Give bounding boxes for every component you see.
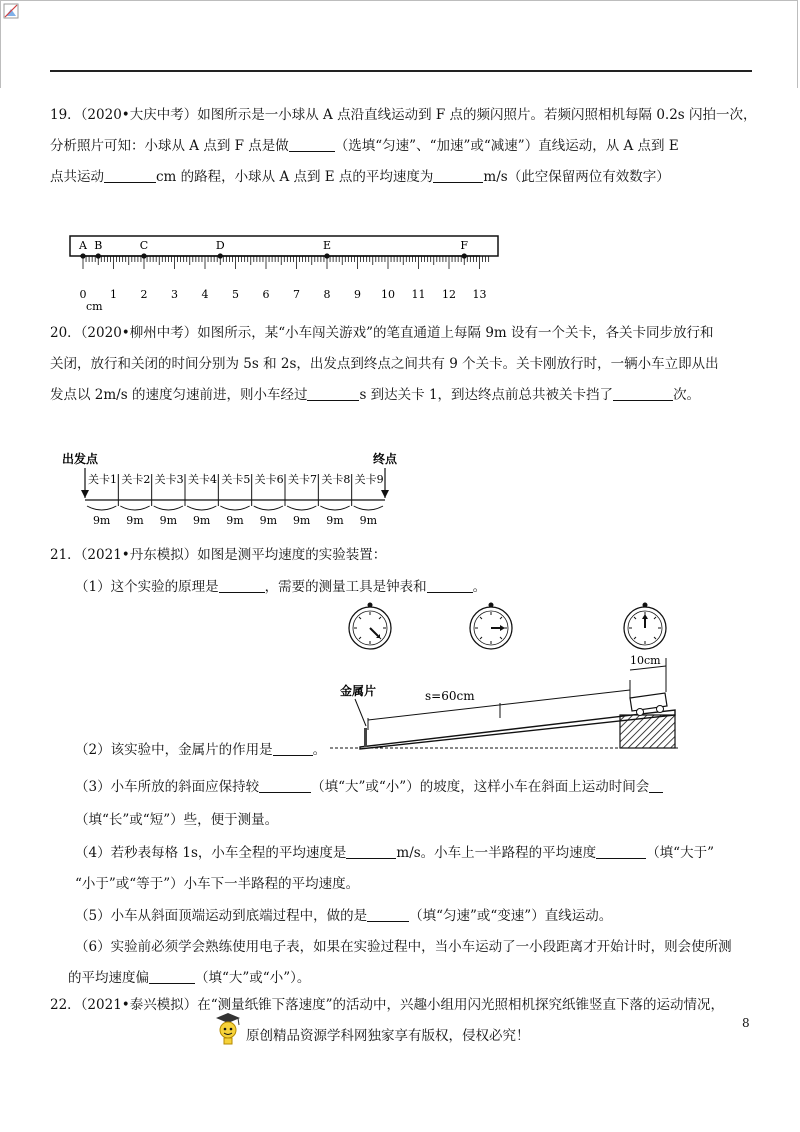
segment-label: 9m bbox=[359, 514, 378, 527]
ball-dot bbox=[80, 253, 85, 258]
ball-position-label: C bbox=[139, 239, 149, 252]
copyright-footer bbox=[210, 1008, 590, 1052]
answer-blank[interactable] bbox=[433, 168, 483, 183]
segment-label: 9m bbox=[126, 514, 144, 527]
ball-position-label: B bbox=[94, 239, 103, 252]
segment-brace bbox=[87, 506, 116, 510]
copyright-text: 原创精品资源学科网独家享有版权，侵权必究！ bbox=[246, 1028, 530, 1044]
q21-text: 的平均速度偏 bbox=[68, 970, 149, 986]
q21-part-4 bbox=[75, 838, 785, 869]
question-19 bbox=[50, 100, 760, 193]
gate-label: 关卡6 bbox=[254, 473, 284, 486]
ruler-tick-label: 1 bbox=[110, 288, 117, 301]
q21-text: （填“大于” bbox=[646, 845, 714, 861]
metal-plate-label: 金属片 bbox=[340, 684, 377, 698]
segment-label: 9m bbox=[226, 514, 244, 527]
gate-label: 关卡9 bbox=[354, 473, 384, 486]
segment-brace bbox=[120, 506, 149, 510]
ruler-figure bbox=[60, 228, 510, 312]
ball-position-label: E bbox=[322, 239, 332, 252]
answer-blank[interactable] bbox=[149, 969, 195, 984]
ball-dot bbox=[462, 253, 467, 258]
segment-brace bbox=[320, 506, 349, 510]
q20-text: 次。 bbox=[673, 387, 701, 403]
answer-blank[interactable] bbox=[346, 844, 396, 859]
q20-line-1: 20．（2020•柳州中考）如图所示，某“小车闯关游戏”的笔直通道上每隔 9m 设有一个关卡，各关卡同步放行和 bbox=[50, 325, 714, 341]
segment-brace bbox=[154, 506, 183, 510]
q21-text: （3）小车所放的斜面应保持较 bbox=[75, 779, 260, 795]
q21-text: ，需要的测量工具是钟表和 bbox=[264, 579, 427, 595]
q19-text: m/s（此空保留两位有效数字） bbox=[483, 169, 670, 185]
q19-line-3 bbox=[50, 162, 760, 193]
q21-text: （填“匀速”或“变速”）直线运动。 bbox=[409, 908, 613, 924]
answer-blank[interactable] bbox=[289, 137, 335, 152]
header-rule bbox=[50, 70, 752, 72]
ruler-tick-label: 7 bbox=[293, 288, 300, 301]
answer-blank[interactable] bbox=[649, 778, 663, 793]
segment-label: 9m bbox=[159, 514, 178, 527]
answer-blank[interactable] bbox=[219, 578, 265, 593]
ruler-tick-label: 11 bbox=[411, 288, 426, 301]
ball-dot bbox=[324, 253, 329, 258]
ball-position-label: F bbox=[460, 239, 469, 252]
ruler-tick-label: 9 bbox=[354, 288, 361, 301]
segment-label: 9m bbox=[292, 514, 311, 527]
ruler-tick-labels bbox=[80, 288, 487, 301]
end-arrow-icon bbox=[381, 490, 389, 498]
ruler-tick-label: 10 bbox=[381, 288, 395, 301]
gate-label: 关卡1 bbox=[88, 473, 117, 486]
ruler-tick-label: 6 bbox=[262, 288, 270, 301]
q21-text: （4）若秒表每格 1s，小车全程的平均速度是 bbox=[75, 845, 347, 861]
ruler-tick-label: 8 bbox=[323, 288, 331, 301]
segment-label: 9m bbox=[192, 514, 211, 527]
question-20 bbox=[50, 318, 760, 411]
end-label: 终点 bbox=[373, 452, 398, 466]
answer-blank[interactable] bbox=[273, 741, 313, 756]
start-arrow-icon bbox=[81, 490, 89, 498]
ruler-unit: cm bbox=[86, 300, 103, 312]
gate-label: 关卡3 bbox=[154, 473, 184, 486]
segment-brace bbox=[287, 506, 316, 510]
q21-part-4-cont: “小于”或“等于”）小车下一半路程的平均速度。 bbox=[75, 876, 360, 892]
answer-blank[interactable] bbox=[104, 168, 156, 183]
start-label: 出发点 bbox=[62, 452, 99, 466]
ruler-tick-label: 2 bbox=[140, 288, 148, 301]
answer-blank[interactable] bbox=[259, 778, 311, 793]
q21-part-3-cont: （填“长”或“短”）些，便于测量。 bbox=[75, 812, 279, 828]
answer-blank[interactable] bbox=[613, 386, 673, 401]
q20-line-3 bbox=[50, 380, 760, 411]
car-length-label: 10cm bbox=[630, 654, 661, 667]
q21-part-2 bbox=[75, 735, 785, 766]
q19-text: cm 的路程，小球从 A 点到 E 点的平均速度为 bbox=[156, 169, 434, 185]
gate-label: 关卡4 bbox=[188, 473, 217, 486]
q19-line-1: 19．（2020•大庆中考）如图所示是一小球从 A 点沿直线运动到 F 点的频闪照片。若频闪照相机每隔 0.2s 闪拍一次， bbox=[50, 107, 757, 123]
gate-label: 关卡7 bbox=[288, 473, 317, 486]
page-number: 8 bbox=[742, 1016, 750, 1030]
ruler-tick-label: 4 bbox=[201, 288, 209, 301]
gate-label: 关卡5 bbox=[221, 473, 251, 486]
q21-text: （填“大”或“小”）的坡度，这样小车在斜面上运动时间会 bbox=[311, 779, 650, 795]
q20-text: 发点以 2m/s 的速度匀速前进，则小车经过 bbox=[50, 387, 308, 403]
segment-brace bbox=[354, 506, 383, 510]
stopwatch-start-icon bbox=[349, 603, 391, 650]
q21-part-6: （6）实验前必须学会熟练使用电子表，如果在实验过程中，当小车运动了一小段距离才开始计时，则会使所测 bbox=[75, 939, 732, 955]
answer-blank[interactable] bbox=[307, 386, 359, 401]
q21-part-1 bbox=[75, 572, 785, 603]
ball-dot bbox=[218, 253, 223, 258]
segment-brace bbox=[187, 506, 216, 510]
ruler-tick-label: 3 bbox=[171, 288, 178, 301]
q21-text: m/s。小车上一半路程的平均速度 bbox=[396, 845, 597, 861]
ball-dot bbox=[141, 253, 146, 258]
question-21-title: 21．（2021•丹东模拟）如图是测平均速度的实验装置： bbox=[50, 547, 387, 563]
q19-text: 点共运动 bbox=[50, 169, 104, 185]
q19-text: 分析照片可知：小球从 A 点到 F 点是做 bbox=[50, 138, 289, 154]
q21-part-3 bbox=[75, 772, 785, 803]
distance-arrow-line bbox=[368, 690, 630, 720]
q19-text: （选填“匀速”、“加速”或“减速”）直线运动，从 A 点到 E bbox=[334, 138, 679, 154]
q19-line-2 bbox=[50, 131, 760, 162]
car-icon bbox=[630, 693, 667, 716]
ruler-tick-label: 0 bbox=[79, 288, 87, 301]
ball-position-label: A bbox=[79, 239, 87, 252]
header-frame bbox=[0, 0, 798, 88]
answer-blank[interactable] bbox=[596, 844, 646, 859]
q21-text: （5）小车从斜面顶端运动到底端过程中，做的是 bbox=[75, 908, 368, 924]
ruler-tick-label: 12 bbox=[442, 288, 456, 301]
ball-position-label: D bbox=[215, 239, 225, 252]
gate-road-figure bbox=[60, 448, 400, 528]
answer-blank[interactable] bbox=[427, 578, 473, 593]
q21-part-5 bbox=[75, 901, 785, 932]
distance-label: s=60cm bbox=[425, 689, 475, 703]
photo-frame bbox=[70, 236, 498, 256]
q21-text: （1）这个实验的原理是 bbox=[75, 579, 219, 595]
q20-text: s 到达关卡 1，到达终点前总共被关卡挡了 bbox=[359, 387, 614, 403]
stopwatch-top-icon bbox=[624, 603, 666, 650]
ruler-tick-label: 13 bbox=[472, 288, 487, 301]
q20-line-2: 关闭，放行和关闭的时间分别为 5s 和 2s，出发点到终点之间共有 9 个关卡。关卡刚放行时，一辆小车立即从出 bbox=[50, 356, 719, 372]
ball-dot bbox=[96, 253, 101, 258]
stopwatch-middle-icon bbox=[470, 603, 512, 650]
gate-label: 关卡8 bbox=[321, 473, 351, 486]
mascot-icon bbox=[212, 1010, 242, 1046]
segment-brace bbox=[254, 506, 283, 510]
gate-label: 关卡2 bbox=[121, 473, 151, 486]
segment-label: 9m bbox=[326, 514, 344, 527]
q21-text: 。 bbox=[472, 579, 487, 595]
segment-label: 9m bbox=[92, 514, 111, 527]
segment-label: 9m bbox=[259, 514, 278, 527]
q21-text: （填“大”或“小”）。 bbox=[195, 970, 311, 986]
answer-blank[interactable] bbox=[367, 907, 409, 922]
question-22: 22．（2021•泰兴模拟）在“测量纸锥下落速度”的活动中，兴趣小组用闪光照相机探究纸锥竖直下落的运动情况， bbox=[50, 997, 725, 1013]
ruler-tick-label: 5 bbox=[232, 288, 239, 301]
broken-image-icon bbox=[3, 3, 19, 19]
q21-text: 。 bbox=[312, 742, 327, 758]
q21-text: （2）该实验中，金属片的作用是 bbox=[75, 742, 273, 758]
segment-brace bbox=[220, 506, 249, 510]
metal-plate-pointer bbox=[355, 699, 366, 726]
